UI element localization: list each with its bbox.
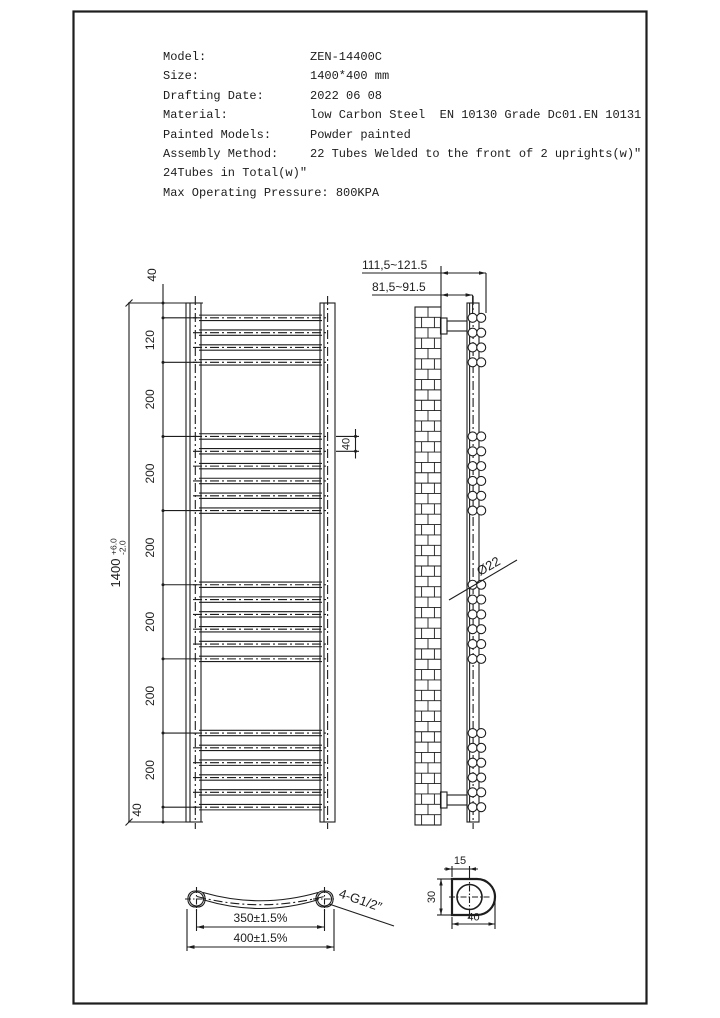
tube-section-circle (477, 506, 486, 515)
dim-offset: 15 (453, 855, 467, 867)
bottom-wall-bracket (441, 792, 468, 808)
chain-dim-label: 200 (143, 537, 157, 558)
connection-callout (329, 886, 394, 926)
tube-section-circle (477, 595, 486, 604)
tube-section-circle (477, 758, 486, 767)
tube-section-circle (468, 743, 477, 752)
spec-label: Assembly Method: (163, 147, 279, 162)
brick-hatching (415, 307, 441, 825)
chain-dim-label: 200 (143, 685, 157, 706)
upright-section-detail (426, 855, 495, 929)
tube-section-circle (477, 788, 486, 797)
tube-section-circle (468, 491, 477, 500)
tube-section-circle (468, 729, 477, 738)
tube-section-circle (468, 773, 477, 782)
tube-section-circle (477, 447, 486, 456)
tube-section-circle (468, 313, 477, 322)
dim-depth: 30 (426, 890, 438, 904)
tube-section-circle (477, 328, 486, 337)
tube-section-circle (477, 625, 486, 634)
spec-value: Powder painted (310, 127, 411, 142)
tube-section-circle (477, 773, 486, 782)
chain-dim-label: 200 (143, 611, 157, 632)
dim-overall: 400±1.5% (233, 931, 288, 945)
tube-rungs-and-chain-dims (128, 268, 329, 823)
spec-label: Size: (163, 69, 200, 84)
spec-value: ZEN-14400C (310, 50, 383, 64)
tube-pitch-dimension (336, 429, 359, 459)
dim-width: 40 (467, 911, 480, 924)
front-view (108, 268, 359, 829)
tube-section-circle (477, 432, 486, 441)
tube-section-circle (477, 610, 486, 619)
left-fitting (185, 887, 208, 911)
tube-section-circle (477, 743, 486, 752)
tube-section-circle (468, 788, 477, 797)
tube-section-circle (468, 462, 477, 471)
spec-label: Model: (163, 50, 207, 64)
tube-section-circle (468, 358, 477, 367)
tube-section-circle (477, 640, 486, 649)
spec-label: Material: (163, 108, 228, 123)
tube-section-circle (468, 610, 477, 619)
tube-section-circle (468, 328, 477, 337)
tube-section-circle (468, 595, 477, 604)
curved-tube (197, 893, 324, 909)
tube-section-circle (468, 476, 477, 485)
side-view (362, 258, 517, 829)
right-upright (320, 296, 335, 829)
overall-height-tol-plus: +6.0 (108, 538, 119, 555)
spec-label: Painted Models: (163, 127, 272, 142)
tube-pitch-label: 40 (340, 437, 353, 451)
tube-section-circle (477, 358, 486, 367)
tube-section-circle (468, 343, 477, 352)
chain-dim-label: 200 (143, 463, 157, 484)
spec-value: low Carbon Steel EN 10130 Grade Dc01.EN 10131 (310, 108, 642, 123)
tube-section-circle (468, 640, 477, 649)
chain-dim-label: 200 (143, 760, 157, 781)
overall-height-tol-minus: -2.0 (117, 540, 128, 555)
tube-section-circle (477, 803, 486, 812)
depth-dimension (426, 879, 452, 915)
chain-dim-label: 40 (130, 803, 144, 817)
tube-section-circle (468, 803, 477, 812)
tube-diameter-label: Ø22 (474, 553, 503, 579)
tube-section-circle (468, 432, 477, 441)
spec-value: 1400*400 mm (310, 69, 390, 84)
spec-value: 2022 06 08 (310, 88, 383, 103)
tube-section-circle (468, 447, 477, 456)
overall-height-value: 1400 (108, 558, 123, 588)
tube-section-circle (468, 506, 477, 515)
chain-dim-label: 200 (143, 389, 157, 410)
tube-section-circle (468, 654, 477, 663)
tube-section-circle (477, 462, 486, 471)
spec-label: Max Operating Pressure: 800KPA (163, 185, 380, 200)
centers-width-dimension (197, 909, 325, 931)
chain-dim-label: 120 (143, 330, 157, 351)
spec-label: 24Tubes in Total(w)″ (163, 166, 308, 181)
tube-diameter-callout (449, 553, 517, 600)
dim-wall-to-front: 111,5~121.5 (362, 258, 428, 272)
chain-dim-label: 40 (145, 268, 159, 282)
tube-section-circle (477, 476, 486, 485)
right-fitting (313, 887, 336, 911)
tube-section-circle (477, 491, 486, 500)
left-upright (186, 296, 201, 829)
spec-value: 22 Tubes Welded to the front of 2 uprights(w)″ (310, 147, 642, 162)
tube-section-circle (477, 654, 486, 663)
offset-dimension (444, 855, 478, 877)
dim-wall-to-center: 81,5~91.5 (372, 280, 426, 294)
sheet-border (74, 12, 647, 1004)
fitting-thread-label: 4-G1/2″ (337, 885, 384, 915)
tube-section-circle (468, 758, 477, 767)
tube-section-circle (477, 313, 486, 322)
bottom-view (185, 886, 394, 951)
top-wall-bracket (441, 318, 468, 334)
spec-label: Drafting Date: (163, 88, 264, 103)
dim-centers: 350±1.5% (233, 911, 288, 925)
tube-section-circle (468, 625, 477, 634)
tube-section-circle (477, 343, 486, 352)
tube-section-circle (477, 729, 486, 738)
